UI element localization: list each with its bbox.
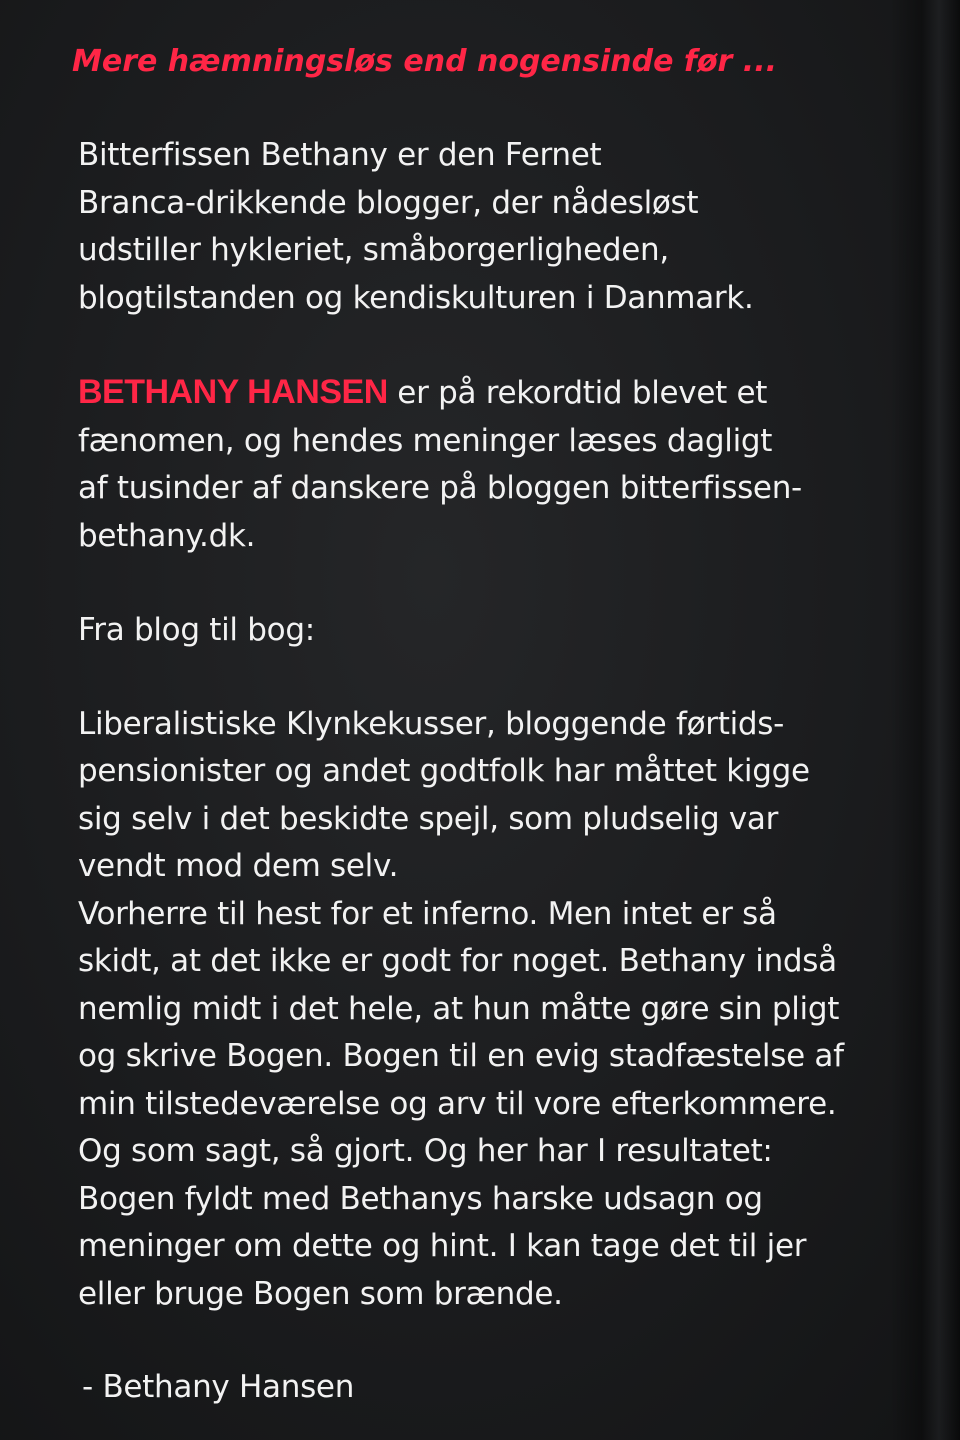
text-line: sig selv i det beskidte spejl, som pludselig var <box>78 800 779 837</box>
text-line: fænomen, og hendes meninger læses dagligt <box>78 422 773 459</box>
text-line: og skrive Bogen. Bogen til en evig stadfæstelse af <box>78 1038 844 1074</box>
text-line: Bogen fyldt med Bethanys harske udsagn og <box>78 1180 763 1217</box>
text-line: Branca-drikkende blogger, der nådesløst <box>78 184 699 221</box>
section-heading: Fra blog til bog: <box>78 612 315 648</box>
text-line: min tilstedeværelse og arv til vore efterkommere. <box>78 1085 837 1122</box>
text-line: Og som sagt, så gjort. Og her har I resultatet: <box>78 1133 773 1169</box>
author-name: BETHANY HANSEN <box>78 373 388 411</box>
blurb-text <box>72 38 908 1412</box>
text-line: vendt mod dem selv. <box>78 848 399 884</box>
intro-paragraph <box>78 132 908 322</box>
text-line: bethany.dk. <box>78 517 256 554</box>
signature: - Bethany Hansen <box>82 1369 355 1405</box>
text-line: pensionister og andet godtfolk har måttet kigge <box>78 753 810 789</box>
text-line: Bitterfissen Bethany er den Fernet <box>78 137 602 173</box>
text-line: nemlig midt i det hele, at hun måtte gøre sin pligt <box>78 990 840 1027</box>
author-paragraph <box>78 369 908 560</box>
tagline: Mere hæmningsløs end nogensinde før ... <box>72 44 777 79</box>
text-line: skidt, at det ikke er godt for noget. Bethany indså <box>78 943 837 979</box>
body-paragraph <box>78 701 908 891</box>
text-line: Liberalistiske Klynkekusser, bloggende førtids- <box>78 705 785 742</box>
text-line: udstiller hykleriet, småborgerligheden, <box>78 232 669 268</box>
text-line: af tusinder af danskere på bloggen bitterfissen- <box>78 470 802 506</box>
text-line: eller bruge Bogen som brænde. <box>78 1275 563 1312</box>
text-line: Vorherre til hest for et inferno. Men intet er så <box>78 895 777 932</box>
text-fragment: er på rekordtid blevet et <box>387 375 768 411</box>
body-paragraph <box>78 891 908 1319</box>
text-line: blogtilstanden og kendiskulturen i Danmark. <box>78 279 754 316</box>
text-line <box>78 369 908 418</box>
text-line: meninger om dette og hint. I kan tage det til jer <box>78 1228 807 1264</box>
